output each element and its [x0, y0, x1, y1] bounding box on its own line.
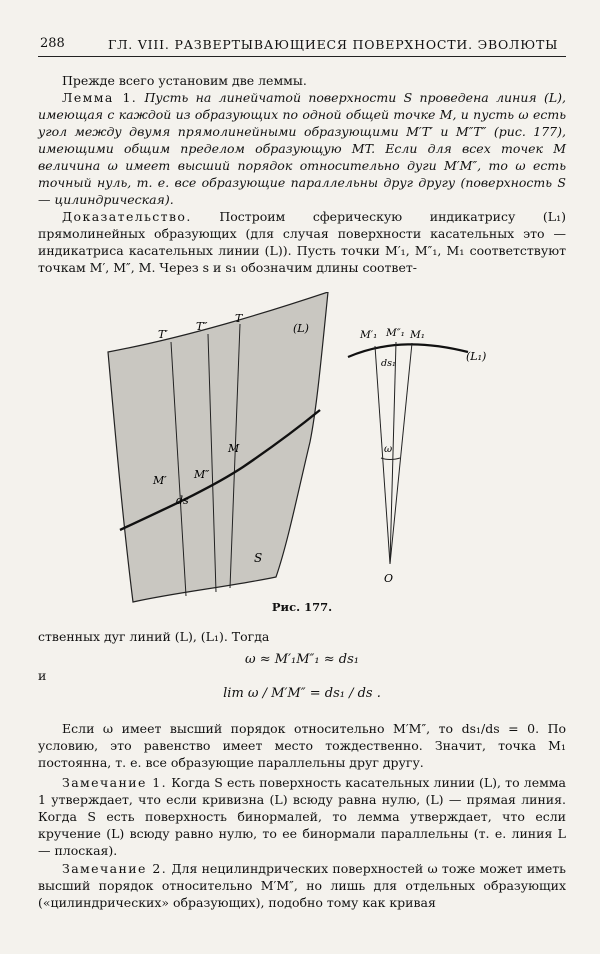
intro-paragraph: Прежде всего установим две леммы.	[62, 73, 307, 88]
lemma1-label: Лемма 1.	[62, 90, 138, 105]
label-O: O	[384, 572, 394, 585]
remark2-label: Замечание 2.	[62, 861, 168, 876]
paragraph-if: Если ω имеет высший порядок относительно M′M″, то ds₁/ds = 0. По условию, это равенство имеет место тождественно. Значит, точка M₁ постоянна, т. е. все образующие параллельны друг другу.	[38, 721, 566, 770]
lemma1-text: Пусть на линейчатой поверхности S проведена линия (L), имеющая с каждой из образующих по одной общей точке M, и пусть ω есть угол между двумя прямолинейными образующими M′T′ и M″T″ (рис. 177), имеющими общим пределом образующую MT. Если для всех точек M величина ω имеет высший порядок относительно дуги M′M″, то ω есть точный нуль, т. е. все образующие параллельны друг другу (поверхность S — цилиндрическая).	[38, 90, 566, 207]
label-M: M	[228, 442, 240, 455]
remark1-paragraph	[38, 774, 566, 859]
label-IM2: M″₁	[386, 327, 405, 339]
remark2-paragraph	[38, 860, 566, 911]
remark2-text: Для нецилиндрических поверхностей ω тоже может иметь высший порядок относительно M′M″, но лишь для отдельных образующих («цилиндрических» образующих), подобно тому как кривая	[38, 861, 566, 910]
label-M1: M′	[153, 474, 167, 487]
lemma1-paragraph	[38, 89, 566, 208]
figure-caption: Рис. 177.	[271, 600, 333, 614]
label-IM1: M′₁	[360, 329, 378, 341]
label-T2: T″	[196, 320, 208, 333]
label-ds1: ds₁	[381, 358, 396, 369]
proof-label: Доказательство.	[62, 209, 192, 224]
after-figure-text: ственных дуг линий (L), (L₁). Тогда	[38, 629, 270, 644]
label-IM: M₁	[410, 329, 425, 341]
running-title: ГЛ. VIII. РАЗВЕРТЫВАЮЩИЕСЯ ПОВЕРХНОСТИ. ЭВОЛЮТЫ	[108, 37, 559, 52]
omega-arc	[381, 458, 400, 460]
proof-paragraph	[38, 208, 566, 276]
indicatrix-arc	[348, 344, 468, 357]
label-L: (L)	[293, 322, 309, 335]
remark1-text: Когда S есть поверхность касательных линии (L), то лемма 1 утверждает, что если кривизна (L) всюду равна нулю, (L) — прямая линия. Когда S есть поверхность бинормалей, то лемма утверждает, что если кручение (L) всюду равно нулю, то ее бинормали параллельны (т. е. линия L — плоская).	[38, 775, 566, 858]
ray-1	[375, 346, 393, 564]
label-M2: M″	[194, 468, 210, 481]
and-word: и	[38, 668, 47, 683]
ruled-surface	[108, 292, 328, 602]
label-T: T	[235, 312, 243, 325]
page-number: 288	[40, 36, 65, 51]
formula-1: ω ≈ M′₁M″₁ ≈ ds₁	[245, 652, 359, 667]
label-S: S	[254, 551, 263, 565]
label-L1: (L₁)	[466, 350, 487, 363]
running-header	[38, 34, 566, 57]
proof-text: Построим сферическую индикатрису (L₁) прямолинейных образующих (для случая поверхности касательных это — индикатриса касательных линии (L)). Пусть точки M′₁, M″₁, M₁ соответствуют точкам M′, M″, M. Через s и s₁ обозначим длины соответ-	[38, 209, 566, 275]
remark1-label: Замечание 1.	[62, 775, 168, 790]
figure-177	[98, 292, 508, 622]
formula-2: lim ω / M′M″ = ds₁ / ds .	[223, 686, 381, 701]
label-omega: ω	[384, 444, 393, 455]
label-ds: ds	[176, 494, 189, 507]
label-T1: T′	[158, 328, 168, 341]
